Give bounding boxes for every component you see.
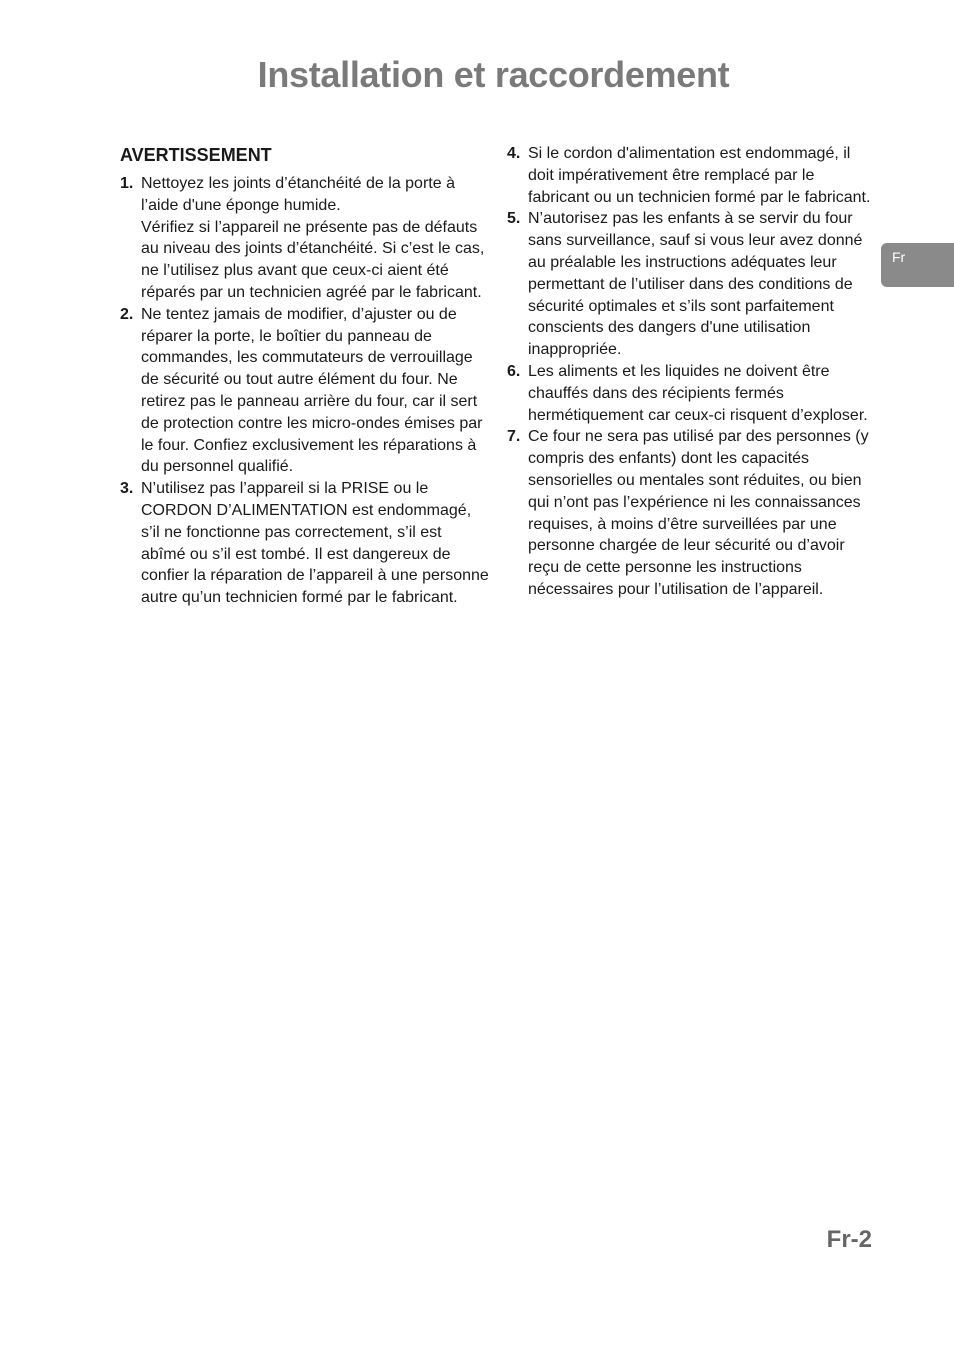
- list-item: [120, 173, 490, 304]
- language-tab-label: Fr: [892, 249, 906, 265]
- list-item: [507, 361, 877, 426]
- warning-list-continued: [507, 143, 877, 601]
- list-item: [507, 143, 877, 208]
- warning-list: [120, 173, 490, 609]
- item-text: Vérifiez si l’appareil ne présente pas de défauts au niveau des joints d’étanchéité. Si c’est le cas, ne l’utilisez plus avant que ceux-ci aient été réparés par un technicien agréé par le fabricant.: [141, 218, 485, 301]
- item-text: Ce four ne sera pas utilisé par des personnes (y compris des enfants) dont les capacités sensorielles ou mentales sont réduites, ou bien qui n’ont pas l’expérience ni les connaissances requises, à moins d’être surveillées par une personne chargée de leur sécurité ou d’avoir reçu de cette personne les instructions nécessaires pour l’utilisation de l’appareil.: [528, 428, 869, 598]
- item-number: 5.: [507, 210, 521, 228]
- item-text: Les aliments et les liquides ne doivent être chauffés dans des récipients fermés hermétiquement car ceux-ci risquent d’exploser.: [528, 362, 868, 424]
- item-text: N’autorisez pas les enfants à se servir du four sans surveillance, sauf si vous leur avez donné au préalable les instructions adéquates leur permettant de l’utiliser dans des conditions de sécurité optimales et s’ils sont parfaitement conscients des dangers d'une utilisation inappropriée.: [528, 210, 863, 359]
- left-column: [120, 143, 490, 609]
- list-item: [507, 426, 877, 600]
- list-item: [120, 478, 490, 609]
- page-title: Installation et raccordement: [257, 54, 730, 95]
- section-heading: AVERTISSEMENT: [120, 145, 272, 165]
- list-item: [120, 304, 490, 478]
- item-text: Nettoyez les joints d’étanchéité de la porte à l’aide d'une éponge humide.: [141, 175, 455, 214]
- item-number: 7.: [507, 428, 521, 446]
- item-text: N’utilisez pas l’appareil si la PRISE ou le CORDON D’ALIMENTATION est endommagé, s’il ne fonctionne pas correctement, s’il est abîmé ou s’il est tombé. Il est dangereux de confier la réparation de l’appareil à une personne autre qu’un technicien formé par le fabricant.: [141, 480, 489, 607]
- right-column: [507, 143, 877, 601]
- page-number: Fr-2: [826, 1226, 872, 1253]
- item-text: Ne tentez jamais de modifier, d’ajuster ou de réparer la porte, le boîtier du panneau de commandes, les commutateurs de verrouillage de sécurité ou tout autre élément du four. Ne retirez pas le panneau arrière du four, car il sert de protection contre les micro-ondes émises par le four. Confiez exclusivement les réparations à du personnel qualifié.: [141, 305, 483, 476]
- item-number: 6.: [507, 362, 521, 380]
- item-number: 2.: [120, 305, 134, 323]
- list-item: [507, 208, 877, 361]
- language-tab: [881, 243, 954, 287]
- item-number: 4.: [507, 145, 521, 162]
- item-text: Si le cordon d'alimentation est endommagé, il doit impérativement être remplacé par le fabricant ou un technicien formé par le fabricant.: [528, 145, 871, 206]
- item-number: 1.: [120, 175, 134, 192]
- item-number: 3.: [120, 480, 134, 498]
